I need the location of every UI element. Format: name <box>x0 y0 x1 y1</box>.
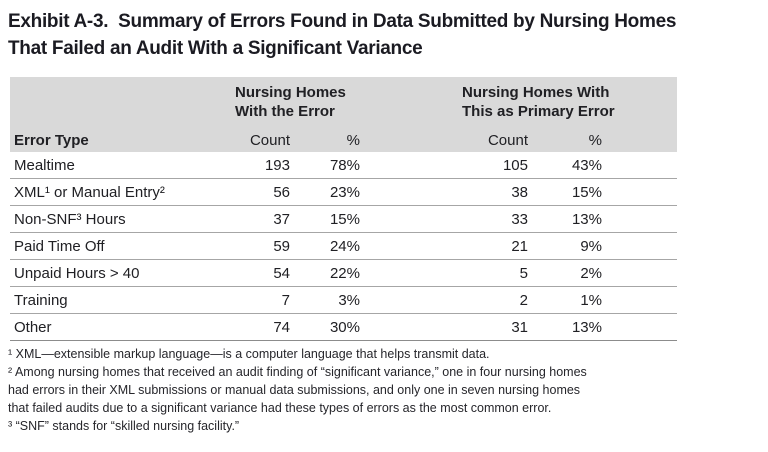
count-primary: 105 <box>502 156 528 174</box>
exhibit-title-line-2: That Failed an Audit With a Significant Variance <box>8 38 423 59</box>
count-with-error: 193 <box>264 156 290 174</box>
count-primary: 31 <box>511 318 528 336</box>
row-label: Non-SNF³ Hours <box>14 210 126 228</box>
column-header-error-type: Error Type <box>14 132 89 149</box>
table-row-xml-manual-entry <box>10 178 677 205</box>
footnote-2-line-2: had errors in their XML submissions or manual data submissions, and only one in seven nursing homes <box>8 383 581 397</box>
row-label: Unpaid Hours > 40 <box>14 264 140 282</box>
row-label: XML¹ or Manual Entry² <box>14 183 165 201</box>
pct-with-error: 24% <box>329 237 360 255</box>
pct-with-error: 15% <box>329 210 360 228</box>
column-header-row <box>10 121 677 152</box>
table-body <box>10 152 677 341</box>
column-header-pct-primary: % <box>588 132 602 149</box>
count-primary: 38 <box>511 183 528 201</box>
count-with-error: 59 <box>273 237 290 255</box>
group-header-with-error <box>205 83 360 121</box>
column-header-count-primary: Count <box>487 132 528 149</box>
footnote-1: ¹ XML—extensible markup language—is a computer language that helps transmit data. <box>8 347 490 361</box>
group-header-with-error-line-1: Nursing Homes <box>235 84 346 101</box>
pct-with-error: 22% <box>329 264 360 282</box>
table-row-other <box>10 313 677 340</box>
table-row-non-snf-hours <box>10 205 677 232</box>
pct-primary: 1% <box>580 291 602 309</box>
count-with-error: 56 <box>273 183 290 201</box>
row-label: Paid Time Off <box>14 237 105 255</box>
group-header-row <box>10 83 677 121</box>
footnotes <box>8 345 768 435</box>
column-header-count-with-error: Count <box>249 132 290 149</box>
footnote-3: ³ “SNF” stands for “skilled nursing facility.” <box>8 419 240 433</box>
group-header-primary-error <box>360 83 677 121</box>
row-label: Other <box>14 318 52 336</box>
group-header-with-error-line-2: With the Error <box>235 103 335 120</box>
pct-with-error: 78% <box>329 156 360 174</box>
count-with-error: 7 <box>281 291 290 309</box>
pct-with-error: 23% <box>329 183 360 201</box>
count-with-error: 37 <box>273 210 290 228</box>
row-label: Training <box>14 291 68 309</box>
pct-primary: 13% <box>571 318 602 336</box>
errors-summary-table <box>10 77 677 341</box>
pct-primary: 43% <box>571 156 602 174</box>
count-with-error: 54 <box>273 264 290 282</box>
count-primary: 33 <box>511 210 528 228</box>
count-primary: 2 <box>519 291 528 309</box>
exhibit-title-line-1: Exhibit A-3. Summary of Errors Found in Data Submitted by Nursing Homes <box>8 11 677 32</box>
group-header-primary-error-line-1: Nursing Homes With <box>462 84 610 101</box>
pct-primary: 9% <box>580 237 602 255</box>
table-row-unpaid-hours <box>10 259 677 286</box>
group-header-primary-error-line-2: This as Primary Error <box>462 103 615 120</box>
count-primary: 21 <box>511 237 528 255</box>
footnote-2-line-3: that failed audits due to a significant variance had these types of errors as the most common error. <box>8 401 552 415</box>
table-header <box>10 77 677 152</box>
footnote-2-line-1: ² Among nursing homes that received an audit finding of “significant variance,” one in four nursing homes <box>8 365 587 379</box>
pct-primary: 13% <box>571 210 602 228</box>
table-row-mealtime <box>10 152 677 178</box>
pct-with-error: 30% <box>329 318 360 336</box>
pct-with-error: 3% <box>338 291 360 309</box>
table-row-training <box>10 286 677 313</box>
count-with-error: 74 <box>273 318 290 336</box>
table-row-paid-time-off <box>10 232 677 259</box>
pct-primary: 2% <box>580 264 602 282</box>
column-header-pct-with-error: % <box>346 132 360 149</box>
row-label: Mealtime <box>14 156 75 174</box>
count-primary: 5 <box>519 264 528 282</box>
pct-primary: 15% <box>571 183 602 201</box>
exhibit-title <box>8 8 768 62</box>
